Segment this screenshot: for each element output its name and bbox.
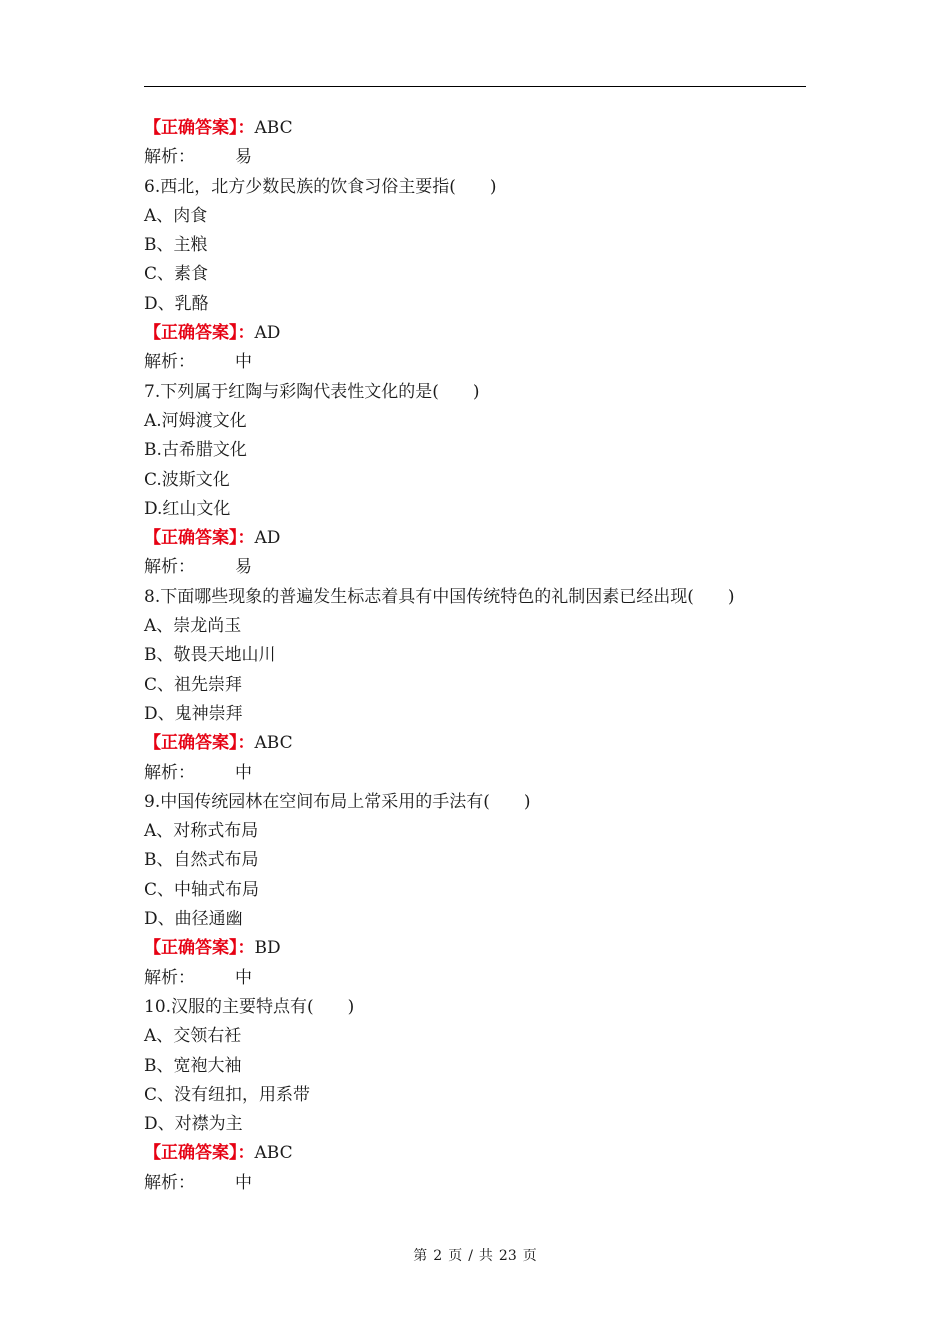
question-list: [144, 173, 806, 1198]
analysis-label: 解析：: [144, 147, 195, 168]
option-item: A、肉食: [144, 205, 208, 226]
analysis-line: [144, 143, 806, 172]
analysis-line: [144, 1169, 806, 1198]
option-item: C、祖先崇拜: [144, 674, 243, 695]
answer-label: 【正确答案】：: [144, 1143, 255, 1164]
answer-line: [144, 319, 806, 348]
answer-line: [144, 114, 806, 143]
analysis-label: 解析：: [144, 557, 195, 578]
answer-line: [144, 524, 806, 553]
answer-value: ABC: [254, 118, 293, 138]
footer-total-unit: 页: [522, 1248, 537, 1264]
analysis-value: 中: [235, 1172, 252, 1193]
question-block: [144, 993, 806, 1198]
answer-label: 【正确答案】：: [144, 323, 255, 344]
analysis-label: 解析：: [144, 967, 195, 988]
analysis-line: [144, 964, 806, 993]
page-content: [144, 114, 806, 1198]
question-text: 9.中国传统园林在空间布局上常采用的手法有( ): [144, 791, 531, 812]
option-item: A.河姆渡文化: [144, 410, 247, 431]
answer-value: ABC: [254, 733, 293, 754]
answer-line: [144, 729, 806, 758]
option-item: C、素食: [144, 264, 209, 285]
question-block: [144, 378, 806, 583]
option-item: D.红山文化: [144, 498, 231, 519]
option-item: D、乳酪: [144, 293, 209, 314]
analysis-label: 解析：: [144, 762, 195, 783]
analysis-label: 解析：: [144, 352, 195, 373]
question-text: 6.西北，北方少数民族的饮食习俗主要指( ): [144, 176, 497, 197]
option-item: C.波斯文化: [144, 469, 230, 490]
answer-value: AD: [254, 528, 281, 549]
answer-label: 【正确答案】：: [144, 528, 255, 549]
footer-page-number: 2: [433, 1248, 443, 1264]
option-item: D、对襟为主: [144, 1114, 243, 1135]
analysis-value: 中: [235, 967, 252, 988]
answer-value: BD: [254, 938, 281, 959]
question-block: [144, 583, 806, 788]
option-item: B、自然式布局: [144, 850, 259, 871]
option-item: C、没有纽扣，用系带: [144, 1084, 311, 1105]
question-text: 7.下列属于红陶与彩陶代表性文化的是( ): [144, 381, 480, 402]
question-block: [144, 173, 806, 378]
question-text: 8.下面哪些现象的普遍发生标志着具有中国传统特色的礼制因素已经出现( ): [144, 586, 735, 607]
answer-line: [144, 1139, 806, 1168]
option-item: D、鬼神崇拜: [144, 703, 243, 724]
analysis-line: [144, 553, 806, 582]
analysis-line: [144, 348, 806, 377]
answer-value: AD: [254, 323, 281, 344]
answer-label: 【正确答案】：: [144, 733, 255, 754]
option-item: B、宽袍大袖: [144, 1055, 242, 1076]
option-item: D、曲径通幽: [144, 909, 243, 930]
analysis-value: 中: [235, 762, 252, 783]
footer-total-prefix: 共: [478, 1248, 493, 1264]
footer-total-pages: 23: [498, 1248, 517, 1264]
option-item: A、崇龙尚玉: [144, 616, 242, 637]
analysis-line: [144, 759, 806, 788]
option-item: B、敬畏天地山川: [144, 645, 276, 666]
header-rule: [144, 86, 806, 87]
analysis-value: 中: [235, 352, 252, 373]
footer-prefix: 第: [413, 1248, 428, 1264]
option-item: B.古希腊文化: [144, 440, 247, 461]
footer-page-unit: 页: [448, 1248, 463, 1264]
answer-value: ABC: [254, 1143, 293, 1164]
analysis-label: 解析：: [144, 1172, 195, 1193]
footer-separator: /: [468, 1248, 473, 1264]
question-block: [144, 788, 806, 993]
option-item: A、对称式布局: [144, 821, 259, 842]
option-item: C、中轴式布局: [144, 879, 260, 900]
answer-label: 【正确答案】：: [144, 938, 255, 959]
option-item: A、交领右衽: [144, 1026, 242, 1047]
answer-label: 【正确答案】：: [144, 118, 255, 138]
page-footer: [0, 1245, 950, 1265]
option-item: B、主粮: [144, 235, 208, 256]
answer-line: [144, 934, 806, 963]
analysis-value: 易: [235, 147, 252, 168]
question-text: 10.汉服的主要特点有( ): [144, 996, 355, 1017]
analysis-value: 易: [235, 557, 252, 578]
